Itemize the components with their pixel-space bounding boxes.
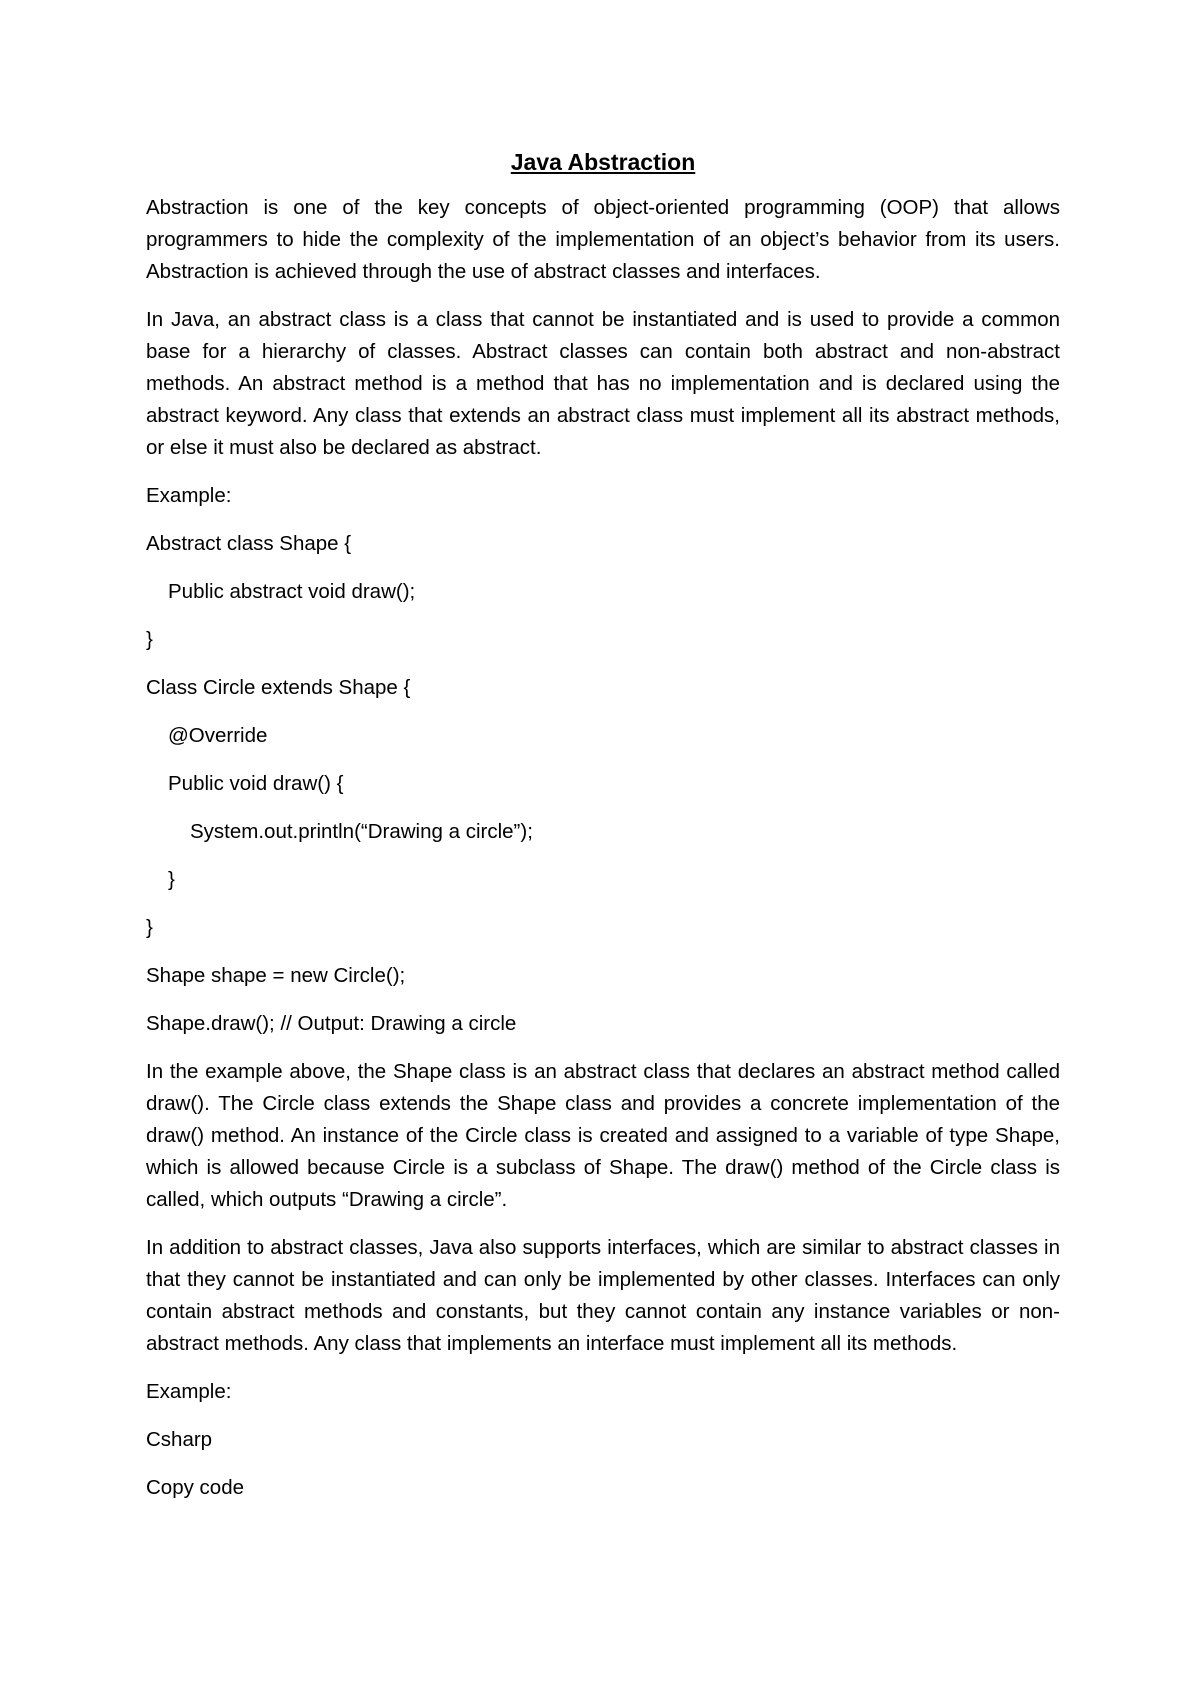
code-line: System.out.println(“Drawing a circle”); (190, 820, 533, 843)
code-line: Shape shape = new Circle(); (146, 964, 406, 987)
code-line: Public abstract void draw(); (168, 580, 416, 603)
code-line: } (146, 628, 153, 651)
document-body (146, 146, 1060, 1520)
code-line: Class Circle extends Shape { (146, 676, 411, 699)
example-label: Example: (146, 484, 232, 507)
explanation-paragraph: In the example above, the Shape class is an abstract class that declares an abstract method called draw(). The Circle class extends the Shape class and provides a concrete implementation of the draw() method. An instance of the Circle class is created and assigned to a variable of type Shape, which is allowed because Circle is a subclass of Shape. The draw() method of the Circle class is called, which outputs “Drawing a circle”. (146, 1060, 1060, 1211)
code-line: @Override (168, 724, 268, 747)
interfaces-paragraph: In addition to abstract classes, Java also supports interfaces, which are similar to abstract classes in that they cannot be instantiated and can only be implemented by other classes. Interfaces can only contain abstract methods and constants, but they cannot contain any instance variables or non-abstract methods. Any class that implements an interface must implement all its methods. (146, 1236, 1060, 1355)
abstract-class-paragraph: In Java, an abstract class is a class that cannot be instantiated and is used to provide a common base for a hierarchy of classes. Abstract classes can contain both abstract and non-abstract methods. An abstract method is a method that has no implementation and is declared using the abstract keyword. Any class that extends an abstract class must implement all its abstract methods, or else it must also be declared as abstract. (146, 308, 1060, 459)
code-line: } (146, 916, 153, 939)
code-line: Public void draw() { (168, 772, 344, 795)
code-example (146, 528, 1060, 1040)
document-title: Java Abstraction (510, 149, 696, 175)
code-line: Shape.draw(); // Output: Drawing a circle (146, 1012, 517, 1035)
example-label: Example: (146, 1380, 232, 1403)
intro-paragraph: Abstraction is one of the key concepts of object-oriented programming (OOP) that allows programmers to hide the complexity of the implementation of an object’s behavior from its users. Abstraction is achieved through the use of abstract classes and interfaces. (146, 196, 1060, 283)
code-line: } (168, 868, 175, 891)
code-line: Abstract class Shape { (146, 532, 352, 555)
language-label: Csharp (146, 1428, 213, 1451)
copy-code-label: Copy code (146, 1476, 245, 1499)
